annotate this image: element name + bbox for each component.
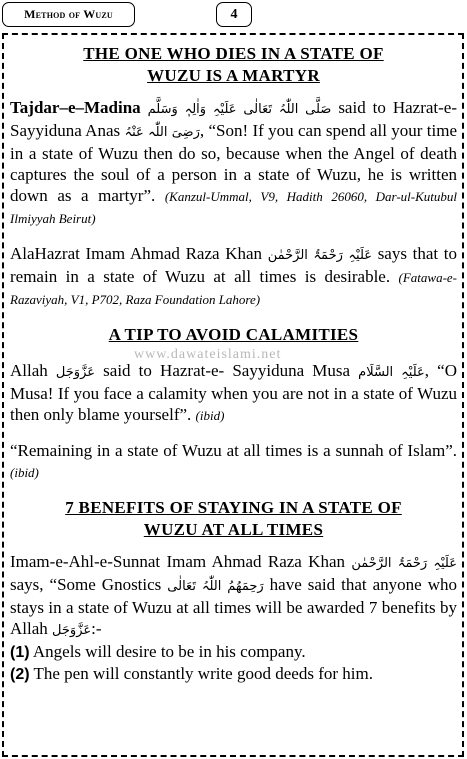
- lead-text: Tajdar–e–Madina: [10, 98, 141, 117]
- arabic-honorific: عَلَیْہِ السَّلَام: [358, 365, 425, 380]
- section-martyr: [10, 43, 457, 310]
- page-content: [10, 36, 457, 685]
- section-heading: [10, 324, 457, 346]
- page-number: 4: [230, 7, 238, 22]
- paragraph-text: says that to remain in a state of Wuzu at all times is desirable.: [10, 244, 457, 286]
- watermark: www.dawateislami.net: [134, 347, 282, 362]
- arabic-honorific: رَضِیَ اللّٰہ عَنْہُ: [124, 125, 200, 140]
- chapter-title: Method of Wuzu: [24, 7, 113, 21]
- list-number: (2): [10, 666, 30, 683]
- list-item: [10, 663, 457, 685]
- paragraph: [10, 551, 457, 641]
- heading-line: THE ONE WHO DIES IN A STATE OF: [83, 44, 384, 63]
- arabic-honorific: عَزَّوَجَل: [55, 365, 96, 380]
- section-calamities: [10, 324, 457, 483]
- list-text: Angels will desire to be in his company.: [29, 642, 306, 661]
- list-item: [10, 641, 457, 663]
- paragraph: [10, 97, 457, 229]
- paragraph-text: said to Hazrat-e- Sayyiduna Musa: [95, 361, 359, 380]
- paragraph-text: said to Hazrat-e-Sayyiduna Anas: [10, 98, 458, 140]
- citation: (Fatawa-e-Razaviyah, V1, P702, Raza Foundation Lahore): [10, 270, 457, 307]
- heading-line: WUZU IS A MARTYR: [147, 66, 320, 85]
- citation: (ibid): [195, 408, 225, 423]
- arabic-honorific: رَحِمَھُمُ اللّٰہُ تَعَالٰی: [167, 579, 264, 594]
- arabic-honorific: صَلَّی اللّٰہُ تَعَالٰی عَلَیْہِ وَاٰلِہٖ وَسَلَّم: [147, 102, 332, 117]
- list-number: (1): [10, 644, 30, 661]
- citation: (Kanzul-Ummal, V9, Hadith 26060, Dar-ul-Kutubul Ilmiyyah Beirut): [10, 189, 457, 226]
- arabic-honorific: عَزَّوَجَل: [52, 623, 92, 638]
- heading-line: A TIP TO AVOID CALAMITIES: [108, 325, 359, 344]
- paragraph-text: have said that anyone who stays in a state of Wuzu at all times will be awarded 7 benefits by Allah: [10, 575, 457, 638]
- paragraph-text: “Remaining in a state of Wuzu at all times is a sunnah of Islam”.: [10, 441, 457, 460]
- page-number-badge: [216, 2, 252, 27]
- paragraph: [10, 243, 457, 310]
- paragraph-text: , “Son! If you can spend all your time in a state of Wuzu then do so, because when the Angel of death captures the soul of a person in a state of Wuzu, he is written down as a martyr”.: [10, 121, 457, 205]
- paragraph-text: Imam-e-Ahl-e-Sunnat Imam Ahmad Raza Khan: [10, 552, 352, 571]
- section-heading: [10, 497, 457, 541]
- paragraph-text: AlaHazrat Imam Ahmad Raza Khan: [10, 244, 268, 263]
- paragraph: [10, 440, 457, 483]
- arabic-honorific: عَلَیْہِ رَحْمَۃُ الرَّحْمٰن: [267, 248, 373, 263]
- benefits-list: [10, 641, 457, 685]
- paragraph: [10, 360, 457, 426]
- paragraph-text: says, “Some Gnostics: [10, 575, 168, 594]
- list-text: The pen will constantly write good deeds for him.: [29, 664, 373, 683]
- paragraph-text: :-: [91, 619, 102, 638]
- chapter-title-badge: [2, 2, 135, 27]
- arabic-honorific: عَلَیْہِ رَحْمَۃُ الرَّحْمٰن: [351, 556, 457, 571]
- paragraph-text: Allah: [10, 361, 56, 380]
- heading-line: 7 BENEFITS OF STAYING IN A STATE OF: [65, 498, 402, 517]
- paragraph-text: , “O Musa! If you face a calamity when you are not in a state of Wuzu then only blame yourself”.: [10, 361, 457, 424]
- citation: (ibid): [10, 465, 39, 480]
- heading-line: WUZU AT ALL TIMES: [143, 520, 324, 539]
- section-heading: [10, 43, 457, 87]
- section-benefits: [10, 497, 457, 685]
